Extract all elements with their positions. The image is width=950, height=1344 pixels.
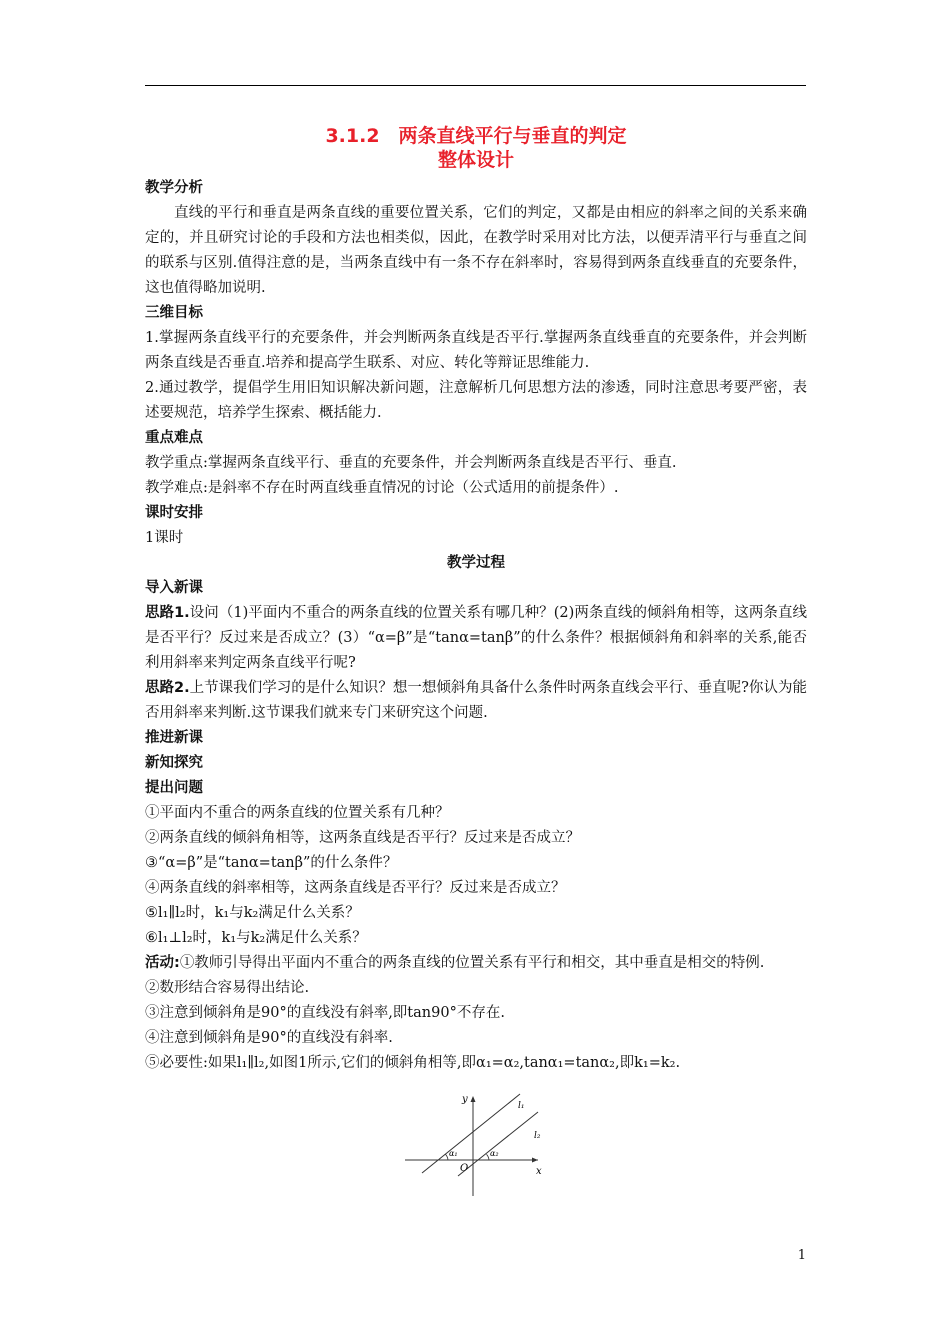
l2-label: l₂ bbox=[534, 1131, 541, 1141]
answer-2: ②数形结合容易得出结论. bbox=[145, 980, 310, 996]
goal-1: 1.掌握两条直线平行的充要条件，并会判断两条直线是否平行.掌握两条直线垂直的充要条件，并会判断两条直线是否垂直.培养和提高学生联系、对应、转化等辩证思维能力. bbox=[145, 330, 807, 371]
activity-label: 活动: bbox=[145, 955, 180, 971]
alpha1-label: α₁ bbox=[449, 1149, 458, 1158]
goals-heading: 三维目标 bbox=[145, 305, 203, 321]
idea-1 bbox=[145, 601, 807, 676]
idea-2-label: 思路2. bbox=[145, 680, 190, 696]
idea-2 bbox=[145, 676, 807, 726]
goal-2: 2.通过教学，提倡学生用旧知识解决新问题，注意解析几何思想方法的渗透，同时注意思考要严密，表述要规范，培养学生探索、概括能力. bbox=[145, 380, 807, 421]
activity bbox=[145, 951, 807, 976]
question-heading: 提出问题 bbox=[145, 780, 203, 796]
idea-2-text: 上节课我们学习的是什么知识？想一想倾斜角具备什么条件时两条直线会平行、垂直呢?你认为能否用斜率来判断.这节课我们就来专门来研究这个问题. bbox=[145, 680, 807, 721]
page-title: 3.1.2 两条直线平行与垂直的判定 bbox=[325, 125, 627, 147]
page-number: 1 bbox=[797, 1248, 806, 1263]
answer-3: ③注意到倾斜角是90°的直线没有斜率,即tan90°不存在. bbox=[145, 1005, 505, 1021]
parallel-lines-figure bbox=[400, 1088, 550, 1200]
question-2: ②两条直线的倾斜角相等，这两条直线是否平行？反过来是否成立？ bbox=[145, 830, 580, 846]
question-1: ①平面内不重合的两条直线的位置关系有几种？ bbox=[145, 805, 450, 821]
angle-arc-2 bbox=[487, 1154, 490, 1160]
answer-5: ⑤必要性:如果l₁∥l₂,如图1所示,它们的倾斜角相等,即α₁=α₂,tanα₁=tanα₂,即k₁=k₂. bbox=[145, 1055, 681, 1071]
analysis-text: 直线的平行和垂直是两条直线的重要位置关系，它们的判定，又都是由相应的斜率之间的关系来确定的，并且研究讨论的手段和方法也相类似，因此，在教学时采用对比方法，以便弄清平行与垂直之间的联系与区别.值得注意的是，当两条直线中有一条不存在斜率时，容易得到两条直线垂直的充要条件，这也值得略加说明. bbox=[145, 205, 807, 296]
question-4: ④两条直线的斜率相等，这两条直线是否平行？反过来是否成立？ bbox=[145, 880, 566, 896]
schedule-text: 1课时 bbox=[145, 530, 184, 546]
alpha2-label: α₂ bbox=[490, 1149, 499, 1158]
difficulty: 教学难点:是斜率不存在时两直线垂直情况的讨论（公式适用的前提条件）. bbox=[145, 480, 619, 496]
idea-1-label: 思路1. bbox=[145, 605, 190, 621]
process-heading: 教学过程 bbox=[447, 555, 505, 571]
question-6: ⑥l₁⊥l₂时，k₁与k₂满足什么关系？ bbox=[145, 930, 367, 946]
activity-text: ①教师引导得出平面内不重合的两条直线的位置关系有平行和相交，其中垂直是相交的特例. bbox=[179, 955, 765, 971]
l1-label: l₁ bbox=[518, 1101, 525, 1111]
intro-heading: 导入新课 bbox=[145, 580, 203, 596]
y-axis-arrow bbox=[471, 1096, 476, 1102]
question-3: ③“α=β”是“tanα=tanβ”的什么条件？ bbox=[145, 855, 398, 871]
line-l2 bbox=[458, 1112, 538, 1176]
x-axis-arrow bbox=[532, 1158, 538, 1163]
key-heading: 重点难点 bbox=[145, 430, 203, 446]
advance-heading: 推进新课 bbox=[145, 730, 203, 746]
page-subtitle: 整体设计 bbox=[437, 149, 514, 171]
question-5: ⑤l₁∥l₂时，k₁与k₂满足什么关系？ bbox=[145, 905, 360, 921]
answer-4: ④注意到倾斜角是90°的直线没有斜率. bbox=[145, 1030, 393, 1046]
x-label: x bbox=[536, 1166, 542, 1177]
angle-arc-1 bbox=[446, 1154, 449, 1160]
line-l1 bbox=[422, 1094, 520, 1173]
schedule-heading: 课时安排 bbox=[145, 505, 203, 521]
origin-label: O bbox=[460, 1163, 469, 1174]
key-point: 教学重点:掌握两条直线平行、垂直的充要条件，并会判断两条直线是否平行、垂直. bbox=[145, 455, 677, 471]
idea-1-text: 设问（1)平面内不重合的两条直线的位置关系有哪几种？(2)两条直线的倾斜角相等，这两条直线是否平行？反过来是否成立？(3）“α=β”是“tanα=tanβ”的什么条件？根据倾斜角和斜率的关系,能否利用斜率来判定两条直线平行呢? bbox=[145, 605, 807, 671]
analysis-heading: 教学分析 bbox=[145, 180, 203, 196]
page-content bbox=[145, 124, 807, 1076]
header-rule bbox=[145, 85, 806, 86]
y-label: y bbox=[462, 1094, 468, 1105]
explore-heading: 新知探究 bbox=[145, 755, 203, 771]
